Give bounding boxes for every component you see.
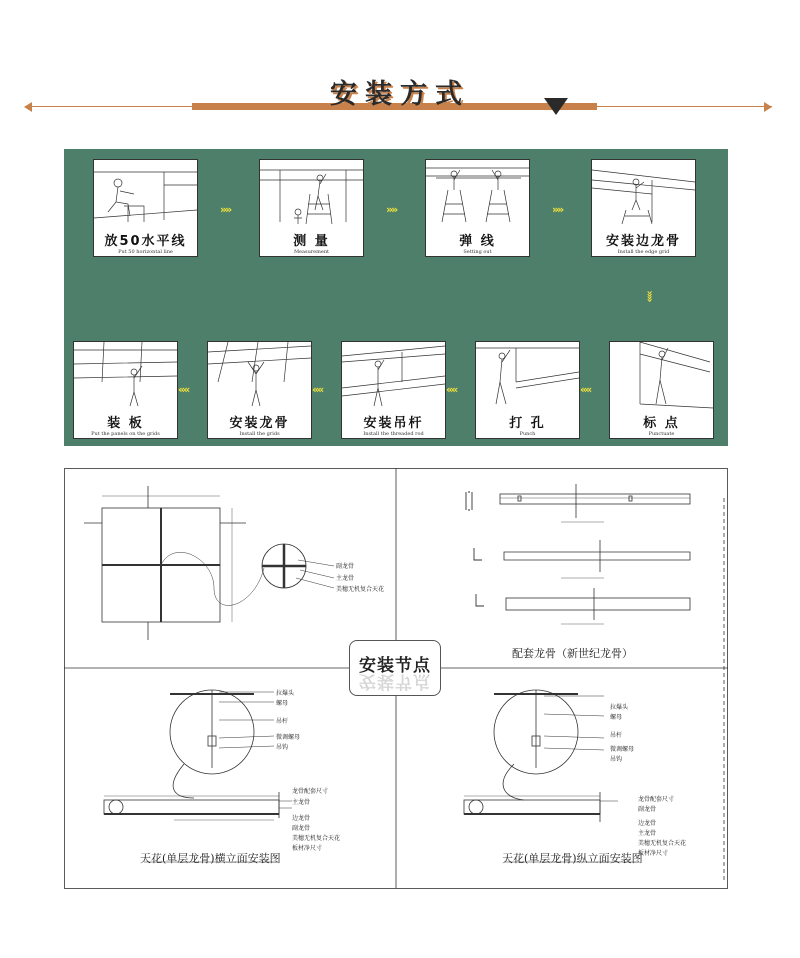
callout-label: 板材净尺寸: [638, 850, 669, 857]
step-card-punctuate: [609, 341, 714, 439]
step-caption: 安装边龙骨 Install the edge grid: [592, 230, 695, 256]
step-caption: 装 板 Put the panels on the grids: [74, 412, 177, 438]
step-caption: 安装吊杆 Install the threaded rod: [342, 412, 445, 438]
step-card-setting-out: [425, 159, 530, 257]
step-card-horizontal-line: [93, 159, 198, 257]
step-caption: 测 量 Measurement: [260, 230, 363, 256]
chevron-left-icon: »»: [180, 383, 191, 396]
triangle-marker-icon: [544, 98, 568, 115]
callout-label: 微调螺母: [276, 734, 301, 741]
worker-grid-install-illustration: [208, 342, 311, 412]
worker-sitting-illustration: [94, 160, 197, 230]
step-card-threaded-rod: [341, 341, 446, 439]
chevron-right-icon: »»: [220, 203, 231, 216]
step-caption: 打 孔 Punch: [476, 412, 579, 438]
step-card-punch: [475, 341, 580, 439]
step-card-measurement: [259, 159, 364, 257]
callout-label: 螺母: [610, 714, 623, 721]
callout-label: 美穗无机复合天花: [292, 835, 341, 842]
worker-ladder-illustration: [260, 160, 363, 230]
worker-rod-illustration: [342, 342, 445, 412]
worker-marking-illustration: [610, 342, 713, 412]
chevron-right-icon: »»: [552, 203, 563, 216]
chevron-left-icon: »»: [582, 383, 593, 396]
callout-label: 主龙骨: [336, 575, 355, 582]
callout-label: 龙骨配套尺寸: [638, 796, 675, 803]
step-caption: 安装龙骨 Install the grids: [208, 412, 311, 438]
page-title: 安装方式: [330, 79, 470, 110]
worker-edge-grid-illustration: [592, 160, 695, 230]
step-card-edge-grid: [591, 159, 696, 257]
callout-label: 美穗无机复合天花: [638, 840, 687, 847]
chevron-down-icon: »»: [643, 290, 657, 301]
callout-label: 副龙骨: [638, 806, 657, 813]
callout-label: 吊杆: [276, 718, 289, 725]
profiles-caption: 配套龙骨（新世纪龙骨）: [512, 647, 633, 660]
chevron-left-icon: »»: [314, 383, 325, 396]
callout-label: 吊钩: [610, 756, 623, 763]
grid-profiles: [466, 484, 690, 624]
badge-reflection: 安装节点: [359, 671, 431, 691]
callout-label: 龙骨配套尺寸: [292, 788, 329, 795]
callout-label: 吊杆: [610, 732, 623, 739]
worker-drilling-illustration: [476, 342, 579, 412]
two-workers-ladders-illustration: [426, 160, 529, 230]
step-caption: 标 点 Punctuate: [610, 412, 713, 438]
callout-label: 板材净尺寸: [292, 845, 323, 852]
step-card-panels: [73, 341, 178, 439]
callout-label: 拉爆头: [276, 690, 295, 697]
horizontal-section-drawing: [104, 690, 295, 862]
step-card-grids: [207, 341, 312, 439]
install-steps-panel: [64, 149, 728, 446]
callout-label: 主龙骨: [638, 830, 657, 837]
callout-label: 微调螺母: [610, 746, 635, 753]
rule-arrow-right-icon: [764, 102, 772, 112]
install-nodes-badge: [349, 640, 441, 696]
callout-label: 吊钩: [276, 744, 289, 751]
callout-label: 拉爆头: [610, 704, 629, 711]
step-caption: 放50水平线 Put 50 horizontal line: [94, 230, 197, 256]
callout-label: 螺母: [276, 700, 289, 707]
callout-label: 边龙骨: [292, 815, 311, 822]
callout-label: 主龙骨: [292, 799, 311, 806]
step-caption: 弹 线 Setting out: [426, 230, 529, 256]
chevron-left-icon: »»: [448, 383, 459, 396]
chevron-right-icon: »»: [386, 203, 397, 216]
vertical-section-caption: 天花(单层龙骨)纵立面安装图: [502, 852, 643, 865]
callout-label: 副龙骨: [292, 825, 311, 832]
worker-panels-illustration: [74, 342, 177, 412]
panel-grid-plan: [84, 486, 334, 640]
horizontal-section-caption: 天花(单层龙骨)横立面安装图: [140, 852, 281, 865]
callout-label: 边龙骨: [638, 820, 657, 827]
callout-label: 副龙骨: [336, 563, 355, 570]
callout-label: 美穗无机复合天花: [336, 586, 385, 593]
badge-title: 安装节点: [359, 656, 431, 676]
rule-arrow-left-icon: [24, 102, 32, 112]
